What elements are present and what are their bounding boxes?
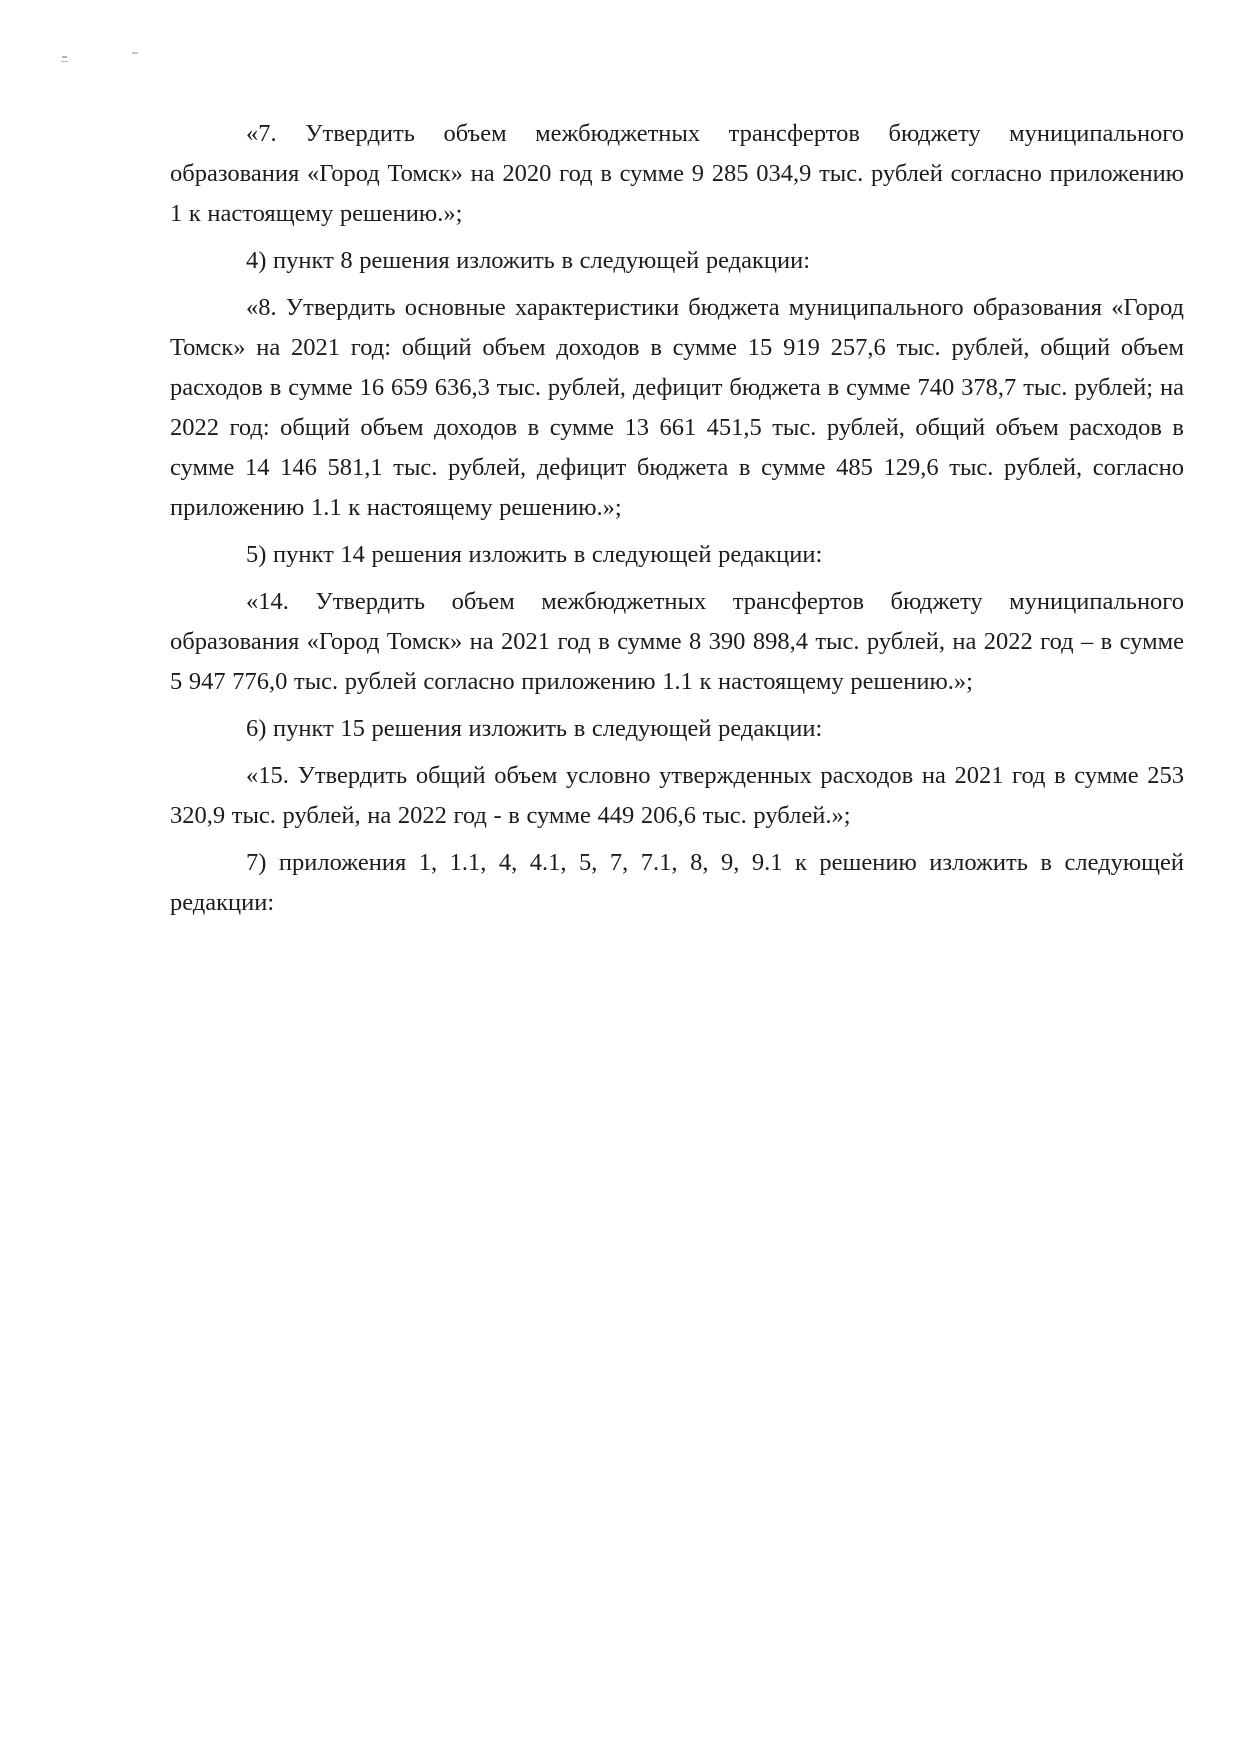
paragraph-item-15-conditional-expenses: «15. Утвердить общий объем условно утвержденных расходов на 2021 год в сумме 253 320,9 тыс. рублей, на 2022 год - в сумме 449 206,6 тыс. рублей.»; bbox=[170, 762, 1184, 829]
scan-artifact-mark bbox=[61, 61, 68, 62]
paragraph-amendment-7: 7) приложения 1, 1.1, 4, 4.1, 5, 7, 7.1, 8, 9, 9.1 к решению изложить в следующей редакции: bbox=[170, 849, 1184, 916]
paragraph-amendment-6: 6) пункт 15 решения изложить в следующей редакции: bbox=[246, 715, 823, 742]
paragraph-item-8-budget-characteristics: «8. Утвердить основные характеристики бюджета муниципального образования «Город Томск» на 2021 год: общий объем доходов в сумме 15 919 257,6 тыс. рублей, общий объем расходов в сумме 16 659 636,3 тыс. рублей, дефицит бюджета в сумме 740 378,7 тыс. рублей; на 2022 год: общий объем доходов в сумме 13 661 451,5 тыс. рублей, общий объем расходов в сумме 14 146 581,1 тыс. рублей, дефицит бюджета в сумме 485 129,6 тыс. рублей, согласно приложению 1.1 к настоящему решению.»; bbox=[170, 294, 1184, 521]
document-body bbox=[170, 114, 1184, 923]
scan-artifact-mark bbox=[132, 52, 138, 54]
scan-artifacts bbox=[60, 50, 150, 70]
paragraph-amendment-4: 4) пункт 8 решения изложить в следующей редакции: bbox=[246, 247, 810, 274]
scan-artifact-mark bbox=[62, 56, 67, 58]
paragraph-item-14-transfers-2021-2022: «14. Утвердить объем межбюджетных трансфертов бюджету муниципального образования «Город Томск» на 2021 год в сумме 8 390 898,4 тыс. рублей, на 2022 год – в сумме 5 947 776,0 тыс. рублей согласно приложению 1.1 к настоящему решению.»; bbox=[170, 588, 1184, 695]
paragraph-amendment-5: 5) пункт 14 решения изложить в следующей редакции: bbox=[246, 541, 823, 568]
paragraph-item-7-transfers-2020: «7. Утвердить объем межбюджетных трансфертов бюджету муниципального образования «Город Томск» на 2020 год в сумме 9 285 034,9 тыс. рублей согласно приложению 1 к настоящему решению.»; bbox=[170, 120, 1184, 227]
